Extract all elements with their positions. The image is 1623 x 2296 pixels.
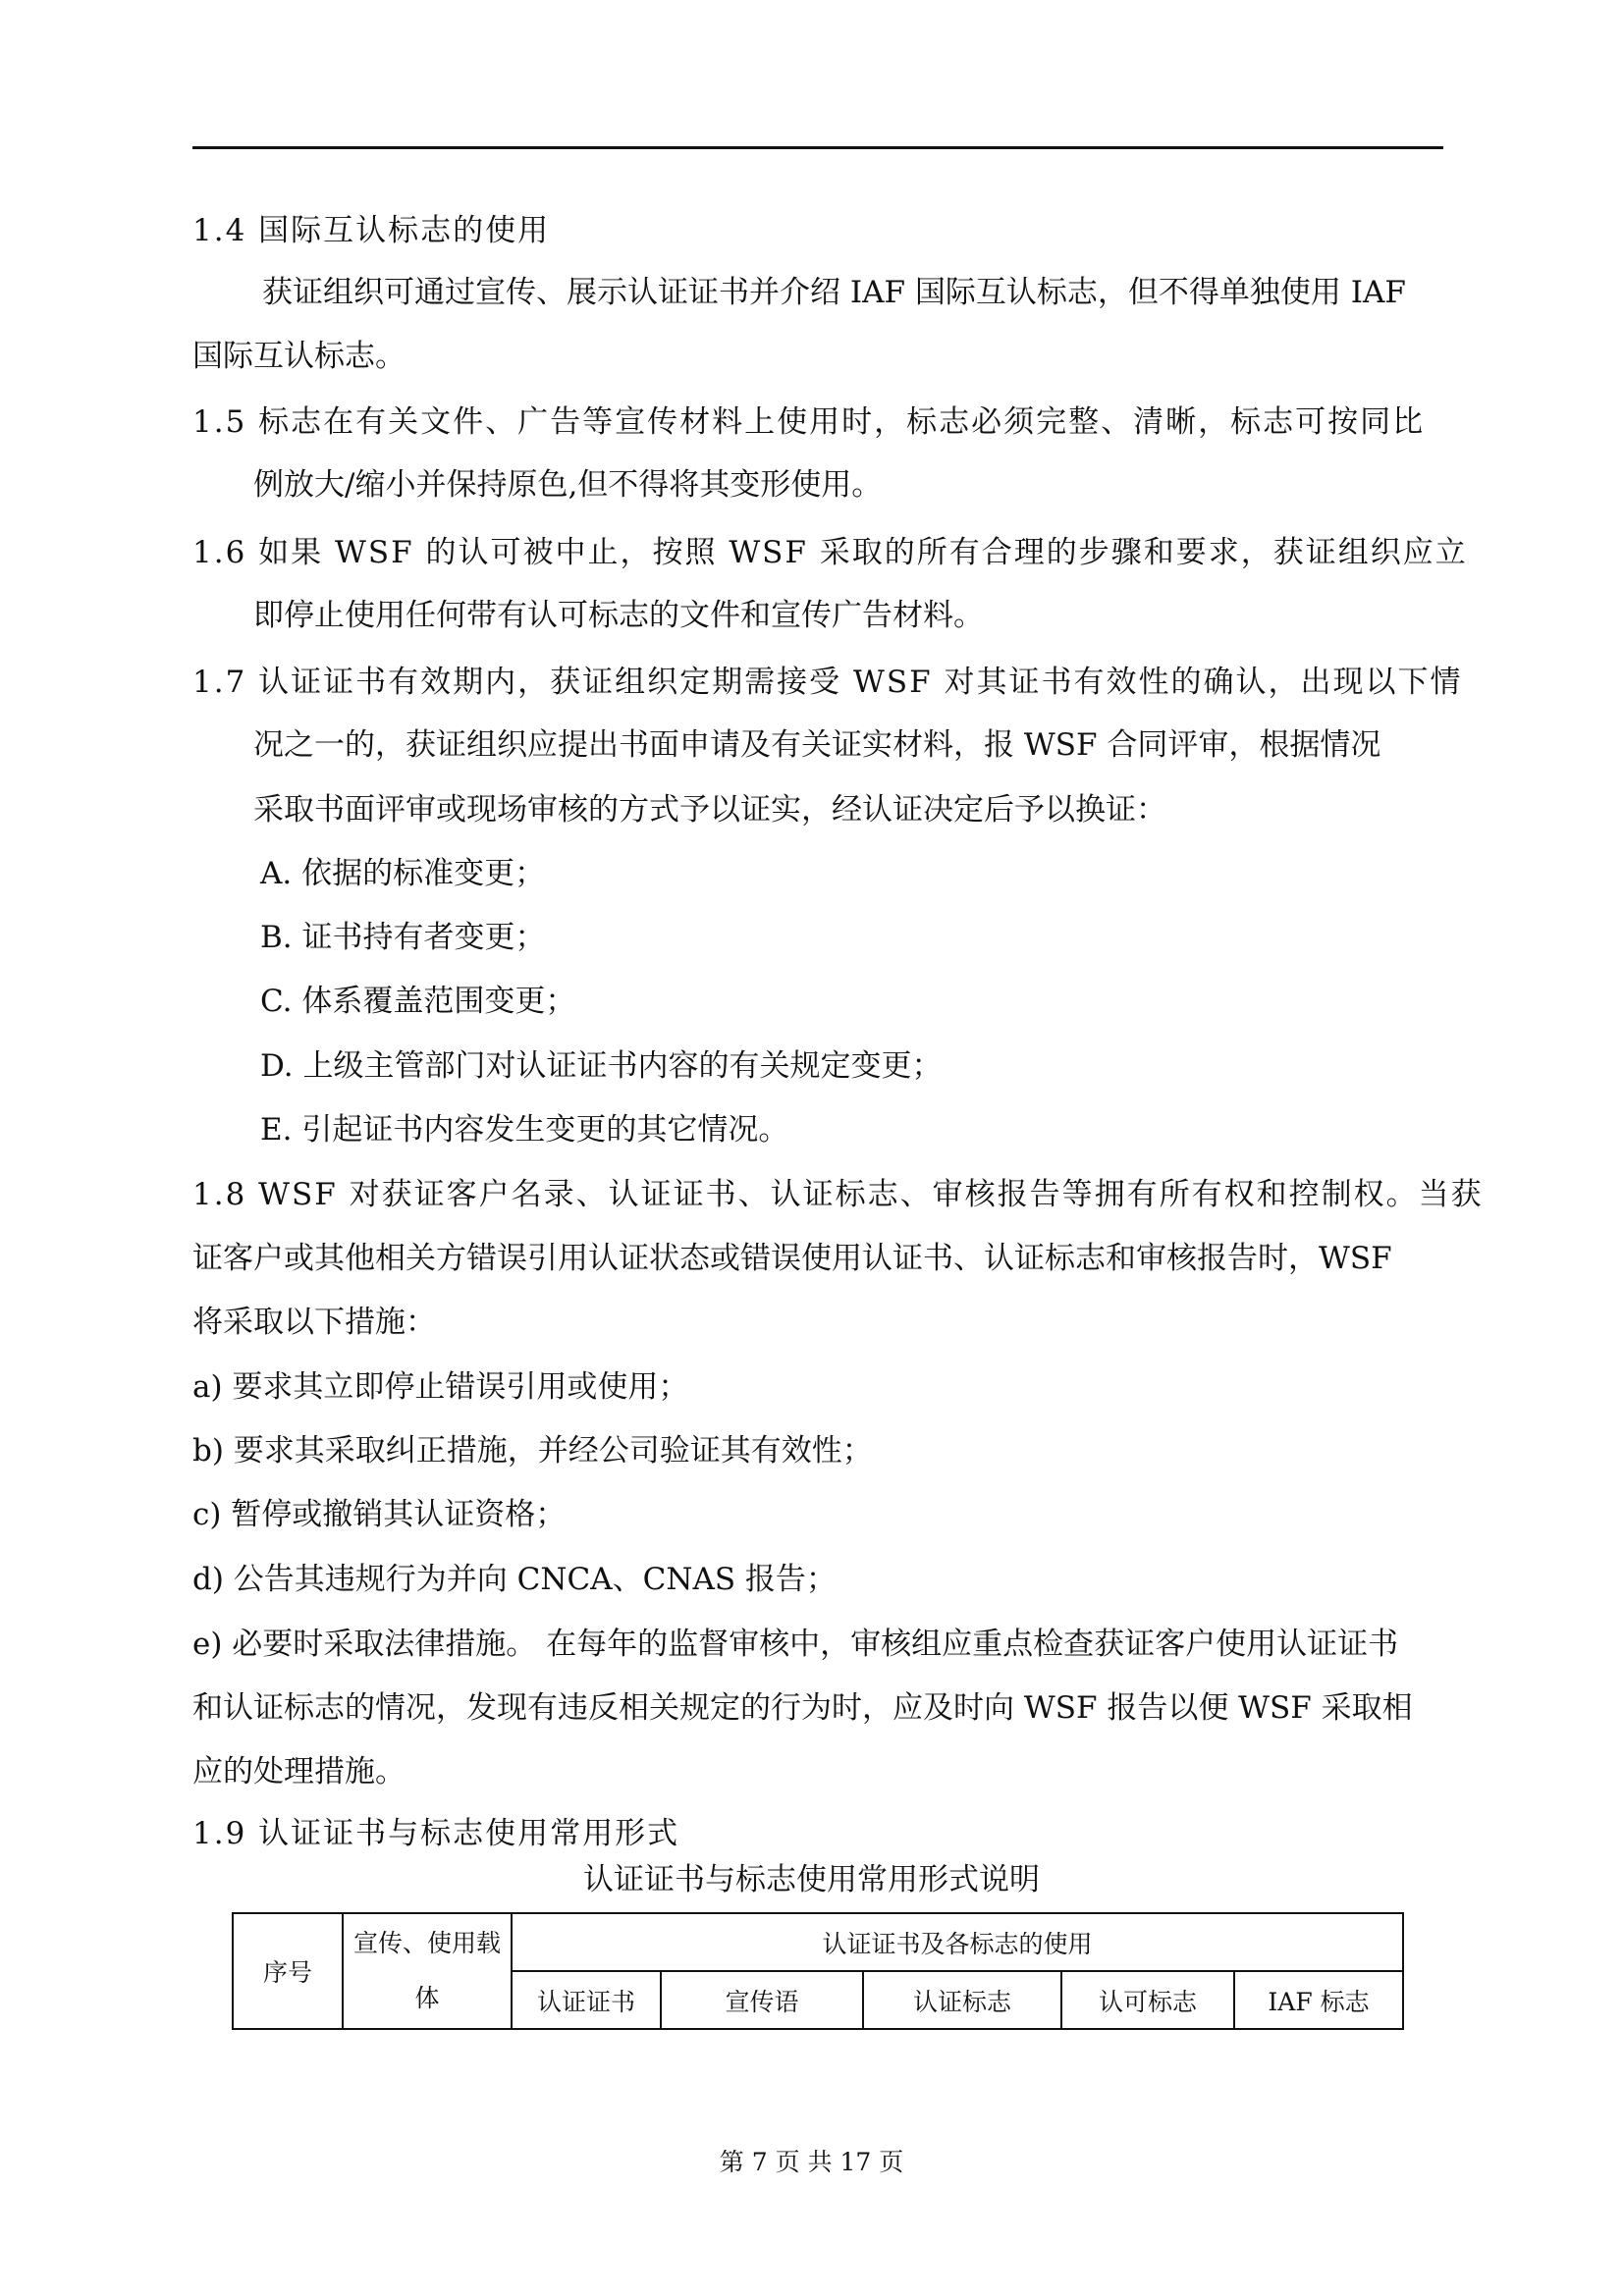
section-1-6-line: 1.6 如果 WSF 的认可被中止，按照 WSF 采取的所有合理的步骤和要求，获证组织应立 xyxy=(192,535,1468,570)
section-1-4-heading: 1.4 国际互认标志的使用 xyxy=(192,213,551,248)
measure-item-b: b) 要求其采取纠正措施，并经公司验证其有效性； xyxy=(192,1433,873,1468)
paragraph-line: 证客户或其他相关方错误引用认证状态或错误使用认证书、认证标志和审核报告时，WSF xyxy=(192,1241,1392,1276)
measure-item-a: a) 要求其立即停止错误引用或使用； xyxy=(192,1369,689,1405)
paragraph-line: 和认证标志的情况，发现有违反相关规定的行为时，应及时向 WSF 报告以便 WSF 采取相 xyxy=(192,1690,1413,1726)
certificate-usage-table xyxy=(232,1912,1404,2030)
header-index: 序号 xyxy=(233,1913,343,2029)
measure-item-e: e) 必要时采取法律措施。 在每年的监督审核中，审核组应重点检查获证客户使用认证证书 xyxy=(192,1627,1399,1662)
paragraph-line: 应的处理措施。 xyxy=(192,1754,406,1789)
section-1-8-line: 1.8 WSF 对获证客户名录、认证证书、认证标志、审核报告等拥有所有权和控制权。当获 xyxy=(192,1177,1484,1212)
paragraph-line: 获证组织可通过宣传、展示认证证书并介绍 IAF 国际互认标志，但不得单独使用 IAF xyxy=(262,275,1406,310)
table-caption: 认证证书与标志使用常用形式说明 xyxy=(583,1862,1040,1897)
paragraph-line: 况之一的，获证组织应提出书面申请及有关证实材料，报 WSF 合同评审，根据情况 xyxy=(253,727,1381,763)
paragraph-line: 将采取以下措施： xyxy=(192,1305,436,1340)
list-item-b: B. 证书持有者变更； xyxy=(260,920,546,955)
paragraph-line: 采取书面评审或现场审核的方式予以证实，经认证决定后予以换证： xyxy=(253,792,1166,828)
measure-item-c: c) 暂停或撤销其认证资格； xyxy=(192,1497,567,1532)
list-item-e: E. 引起证书内容发生变更的其它情况。 xyxy=(260,1112,789,1148)
section-1-7-line: 1.7 认证证书有效期内，获证组织定期需接受 WSF 对其证书有效性的确认，出现以下情 xyxy=(192,665,1463,700)
header-rule xyxy=(192,146,1443,149)
subheader-certification-mark: 认证标志 xyxy=(863,1971,1061,2029)
subheader-accreditation-mark: 认可标志 xyxy=(1061,1971,1234,2029)
header-carrier: 宣传、使用载体 xyxy=(343,1913,512,2029)
list-item-a: A. 依据的标准变更； xyxy=(260,856,546,891)
section-1-9-heading: 1.9 认证证书与标志使用常用形式 xyxy=(192,1816,680,1851)
subheader-slogan: 宣传语 xyxy=(661,1971,863,2029)
paragraph-line: 即停止使用任何带有认可标志的文件和宣传广告材料。 xyxy=(253,598,984,633)
list-item-c: C. 体系覆盖范围变更； xyxy=(260,984,576,1019)
paragraph-line: 国际互认标志。 xyxy=(192,339,406,374)
subheader-iaf-mark: IAF 标志 xyxy=(1234,1971,1403,2029)
page-footer: 第 7 页 共 17 页 xyxy=(719,2148,904,2176)
list-item-d: D. 上级主管部门对认证证书内容的有关规定变更； xyxy=(260,1048,943,1084)
subheader-certificate: 认证证书 xyxy=(512,1971,661,2029)
section-1-5-line: 1.5 标志在有关文件、广告等宣传材料上使用时，标志必须完整、清晰，标志可按同比 xyxy=(192,404,1426,440)
paragraph-line: 例放大/缩小并保持原色,但不得将其变形使用。 xyxy=(253,467,883,503)
measure-item-d: d) 公告其违规行为并向 CNCA、CNAS 报告； xyxy=(192,1562,837,1597)
header-group: 认证证书及各标志的使用 xyxy=(512,1913,1403,1971)
